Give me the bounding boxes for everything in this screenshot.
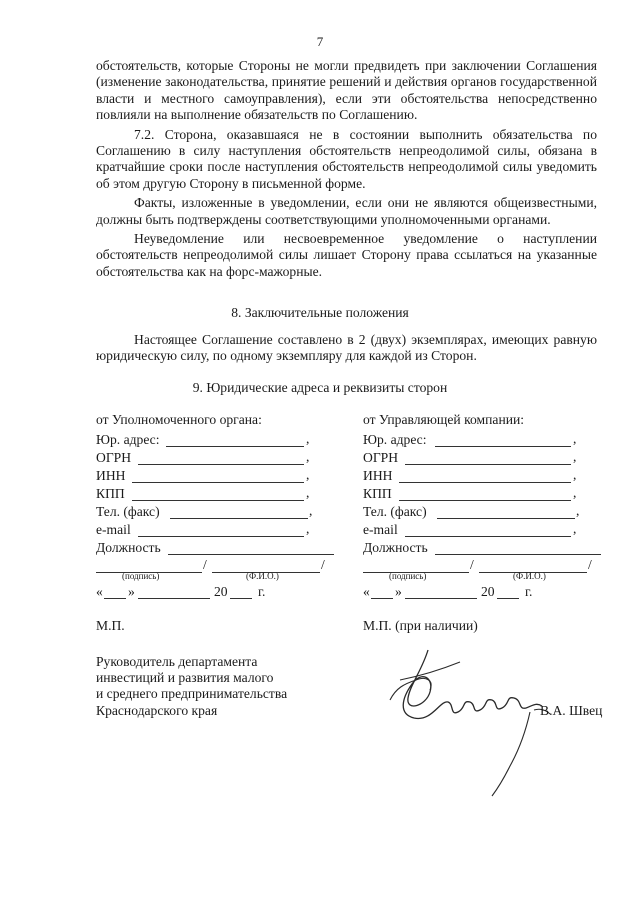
email-line [405,524,571,537]
slash: / [203,557,207,572]
field-label: ИНН [96,468,126,483]
comma: , [306,485,310,500]
comma: , [306,521,310,536]
year-suffix: г. [525,584,533,599]
year-prefix: 20 [214,584,228,599]
field-label: ОГРН [96,450,132,465]
inn-line [132,470,304,483]
name-caption: (Ф.И.О.) [246,571,279,581]
date-close-quote: » [128,584,135,599]
paragraph: Настоящее Соглашение составлено в 2 (двух) экземплярах, имеющих равную юридическую силу, по одному экземпляру для каждой из Сторон. [96,332,597,364]
field-label: Тел. (факс) [96,504,160,519]
field-label: Юр. адрес: [363,432,427,447]
month-line [138,586,210,599]
comma: , [573,467,577,482]
paragraph: Факты, изложенные в уведомлении, если они не являются общеизвестными, должны быть подтверждены соответствующими уполномоченными органами. [96,195,597,227]
slash: / [588,557,592,572]
month-line [405,586,477,599]
position-line: инвестиций и развития малого [96,670,274,686]
left-party-requisites [96,411,346,641]
stamp-place: М.П. [96,618,125,633]
inn-line [399,470,571,483]
position-line: и среднего предпринимательства [96,686,288,702]
address-line [435,434,571,447]
force-majeure-text [96,58,597,283]
page-number: 7 [316,34,324,49]
comma: , [573,485,577,500]
comma: , [306,467,310,482]
kpp-line [132,488,304,501]
day-line [104,586,126,599]
field-label: ОГРН [363,450,399,465]
phone-line [170,506,308,519]
slash: / [321,557,325,572]
signatory-position [96,654,287,719]
year-line [497,586,519,599]
right-party-requisites [363,411,613,641]
stamp-place: М.П. (при наличии) [363,618,478,633]
field-label: Должность [363,540,428,555]
year-line [230,586,252,599]
comma: , [306,449,310,464]
field-label: Тел. (факс) [363,504,427,519]
paragraph: Неуведомление или несвоевременное уведомление о наступлении обстоятельств непреодолимой силы лишает Сторону права ссылаться на указанные обстоятельства как на форс-мажорные. [96,231,597,279]
day-line [371,586,393,599]
comma: , [576,503,580,518]
comma: , [573,431,577,446]
field-label: Должность [96,540,161,555]
paragraph: 7.2. Сторона, оказавшаяся не в состоянии выполнить обязательства по Соглашению в силу наступления обстоятельств непреодолимой силы, обязана в кратчайшие сроки после наступления обстоятельств непреодолимой силы уведомить об этом другую Сторону в письменной форме. [96,126,597,191]
date-open-quote: « [96,584,103,599]
position-line: Руководитель департамента [96,654,258,669]
comma: , [306,431,310,446]
ogrn-line [138,452,304,465]
field-label: КПП [96,486,125,501]
signatory-name: В.А. Швец [540,703,603,718]
paragraph: обстоятельств, которые Стороны не могли предвидеть при заключении Соглашения (изменение законодательства, принятие решений и действия органов государственной власти и местного самоуправления), если эти обстоятельства непосредственно повлияли на выполнение обязательств по Соглашению. [96,58,597,123]
email-line [138,524,304,537]
party-title: от Уполномоченного органа: [96,412,262,427]
section-8-heading: 8. Заключительные положения [231,305,409,320]
position-line: Краснодарского края [96,702,218,718]
field-label: e-mail [363,522,398,537]
comma: , [573,521,577,536]
ogrn-line [405,452,571,465]
year-suffix: г. [258,584,266,599]
comma: , [573,449,577,464]
position-line [435,542,601,555]
date-open-quote: « [363,584,370,599]
field-label: Юр. адрес: [96,432,160,447]
field-label: КПП [363,486,392,501]
date-close-quote: » [395,584,402,599]
position-line [168,542,334,555]
phone-line [437,506,575,519]
section-9-heading: 9. Юридические адреса и реквизиты сторон [192,380,448,395]
slash: / [470,557,474,572]
signature-caption: (подпись) [122,571,160,581]
address-line [166,434,304,447]
party-title: от Управляющей компании: [363,412,525,427]
name-caption: (Ф.И.О.) [513,571,546,581]
comma: , [309,503,313,518]
field-label: e-mail [96,522,131,537]
section-8-text [96,332,597,368]
handwritten-signature [330,640,560,800]
year-prefix: 20 [481,584,495,599]
field-label: ИНН [363,468,393,483]
signature-caption: (подпись) [389,571,427,581]
kpp-line [399,488,571,501]
